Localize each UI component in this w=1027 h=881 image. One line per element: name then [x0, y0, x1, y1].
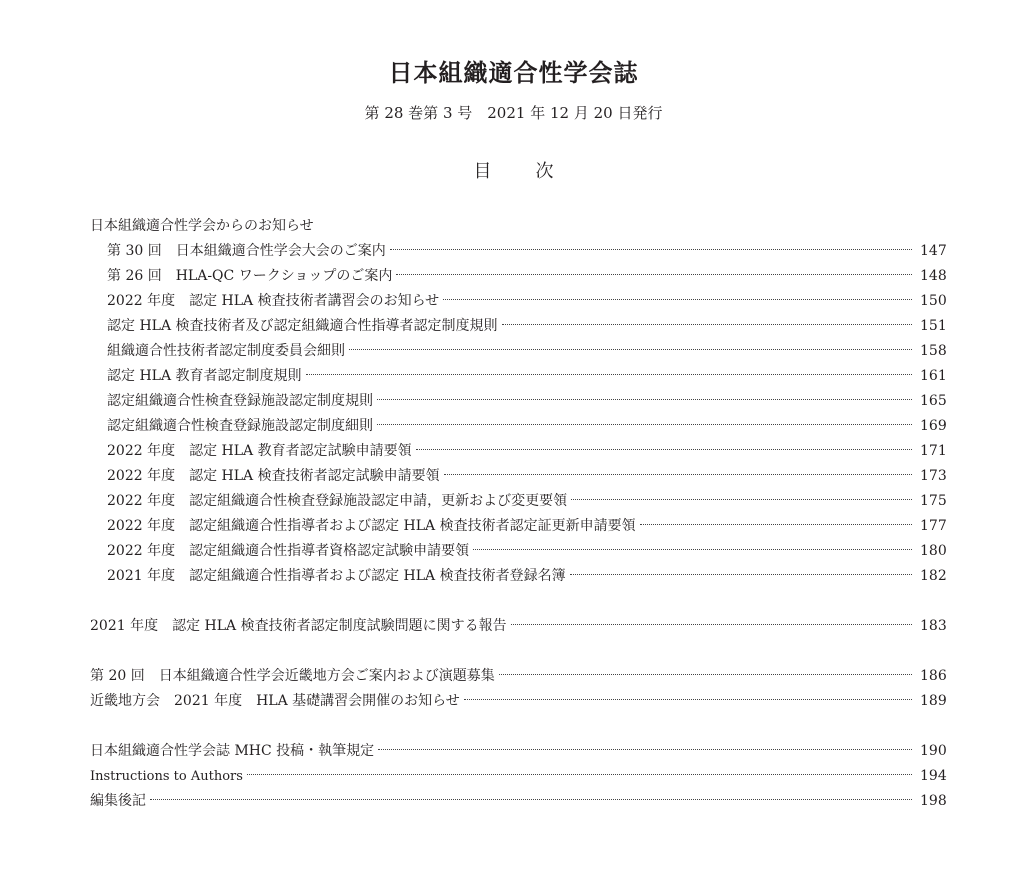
toc-entry[interactable] — [90, 239, 946, 264]
toc-entry-page: 177 — [920, 518, 947, 534]
toc-entry[interactable] — [90, 514, 946, 539]
toc-entry[interactable] — [90, 314, 946, 339]
toc-entry-page: 158 — [920, 343, 947, 359]
toc-entry-title: 2022 年度 認定 HLA 検査技術者認定試験申請要領 — [107, 468, 440, 484]
issue-line: 第 28 巻第 3 号 2021 年 12 月 20 日発行 — [364, 104, 663, 122]
table-of-contents — [90, 214, 946, 814]
dot-leader — [473, 549, 912, 550]
dot-leader — [247, 774, 912, 775]
section-gap — [90, 714, 946, 739]
dot-leader — [396, 274, 912, 275]
toc-entry-title: 2022 年度 認定組織適合性検査登録施設認定申請，更新および変更要領 — [107, 493, 568, 509]
toc-entry-title: 2022 年度 認定組織適合性指導者資格認定試験申請要領 — [107, 543, 470, 559]
toc-entry-title: 認定 HLA 検査技術者及び認定組織適合性指導者認定制度規則 — [107, 318, 498, 334]
dot-leader — [377, 424, 912, 425]
dot-leader — [349, 349, 912, 350]
dot-leader — [444, 474, 912, 475]
toc-entry-title: 日本組織適合性学会誌 MHC 投稿・執筆規定 — [90, 743, 375, 759]
journal-title: 日本組織適合性学会誌 — [388, 58, 639, 87]
toc-entry-page: 189 — [920, 693, 947, 709]
toc-entry-page: 150 — [920, 293, 947, 309]
toc-entry-page: 186 — [920, 668, 947, 684]
toc-entry-page: 151 — [920, 318, 947, 334]
toc-entry-title: Instructions to Authors — [90, 769, 243, 784]
toc-entry-title: 第 26 回 HLA-QC ワークショップのご案内 — [107, 268, 393, 284]
toc-entry[interactable] — [90, 689, 946, 714]
toc-entry[interactable] — [90, 364, 946, 389]
toc-entry[interactable] — [90, 414, 946, 439]
toc-entry[interactable] — [90, 264, 946, 289]
toc-entry-title: 2021 年度 認定 HLA 検査技術者認定制度試験問題に関する報告 — [90, 618, 507, 634]
dot-leader — [443, 299, 912, 300]
toc-entry-page: 183 — [920, 618, 947, 634]
toc-entry-title: 認定組織適合性検査登録施設認定制度規則 — [107, 393, 373, 409]
toc-entry-title: 2022 年度 認定 HLA 検査技術者講習会のお知らせ — [107, 293, 440, 309]
report-list — [90, 614, 946, 639]
toc-entry[interactable] — [90, 539, 946, 564]
toc-entry-page: 161 — [920, 368, 947, 384]
toc-entry[interactable] — [90, 564, 946, 589]
toc-entry[interactable] — [90, 439, 946, 464]
dot-leader — [416, 449, 912, 450]
dot-leader — [306, 374, 912, 375]
dot-leader — [464, 699, 912, 700]
toc-entry-title: 2021 年度 認定組織適合性指導者および認定 HLA 検査技術者登録名簿 — [107, 568, 566, 584]
toc-entry[interactable] — [90, 389, 946, 414]
dot-leader — [390, 249, 912, 250]
toc-entry-page: 194 — [920, 768, 947, 784]
toc-entry-page: 147 — [920, 243, 947, 259]
toc-entry-page: 182 — [920, 568, 947, 584]
dot-leader — [150, 799, 912, 800]
toc-entry-page: 175 — [920, 493, 947, 509]
section-gap — [90, 639, 946, 664]
toc-entry[interactable] — [90, 464, 946, 489]
dot-leader — [640, 524, 912, 525]
toc-entry[interactable] — [90, 739, 946, 764]
notices-list — [90, 239, 946, 589]
dot-leader — [571, 499, 912, 500]
toc-entry-title: 編集後記 — [90, 793, 146, 809]
toc-entry-page: 171 — [920, 443, 947, 459]
toc-entry-title: 2022 年度 認定 HLA 教育者認定試験申請要領 — [107, 443, 412, 459]
toc-entry-title: 第 30 回 日本組織適合性学会大会のご案内 — [107, 243, 386, 259]
dot-leader — [570, 574, 912, 575]
toc-entry-title: 近畿地方会 2021 年度 HLA 基礎講習会開催のお知らせ — [90, 693, 460, 709]
section-label-notices: 日本組織適合性学会からのお知らせ — [90, 218, 314, 234]
toc-entry[interactable] — [90, 614, 946, 639]
toc-entry-page: 169 — [920, 418, 947, 434]
toc-entry[interactable] — [90, 764, 946, 789]
toc-heading: 目次 — [473, 161, 598, 182]
dot-leader — [378, 749, 912, 750]
toc-entry-title: 第 20 回 日本組織適合性学会近畿地方会ご案内および演題募集 — [90, 668, 495, 684]
toc-entry[interactable] — [90, 664, 946, 689]
toc-entry[interactable] — [90, 339, 946, 364]
dot-leader — [511, 624, 912, 625]
toc-entry-title: 認定 HLA 教育者認定制度規則 — [107, 368, 302, 384]
toc-entry-page: 180 — [920, 543, 947, 559]
toc-entry[interactable] — [90, 289, 946, 314]
misc-list — [90, 739, 946, 814]
dot-leader — [377, 399, 912, 400]
toc-entry-page: 198 — [920, 793, 947, 809]
toc-entry-title: 2022 年度 認定組織適合性指導者および認定 HLA 検査技術者認定証更新申請要領 — [107, 518, 636, 534]
toc-entry[interactable] — [90, 789, 946, 814]
toc-entry[interactable] — [90, 489, 946, 514]
dot-leader — [502, 324, 912, 325]
toc-entry-title: 認定組織適合性検査登録施設認定制度細則 — [107, 418, 373, 434]
toc-entry-page: 190 — [920, 743, 947, 759]
dot-leader — [499, 674, 912, 675]
toc-entry-page: 165 — [920, 393, 947, 409]
section-gap — [90, 589, 946, 614]
toc-entry-title: 組織適合性技術者認定制度委員会細則 — [107, 343, 345, 359]
toc-entry-page: 148 — [920, 268, 947, 284]
toc-entry-page: 173 — [920, 468, 947, 484]
kinki-list — [90, 664, 946, 714]
